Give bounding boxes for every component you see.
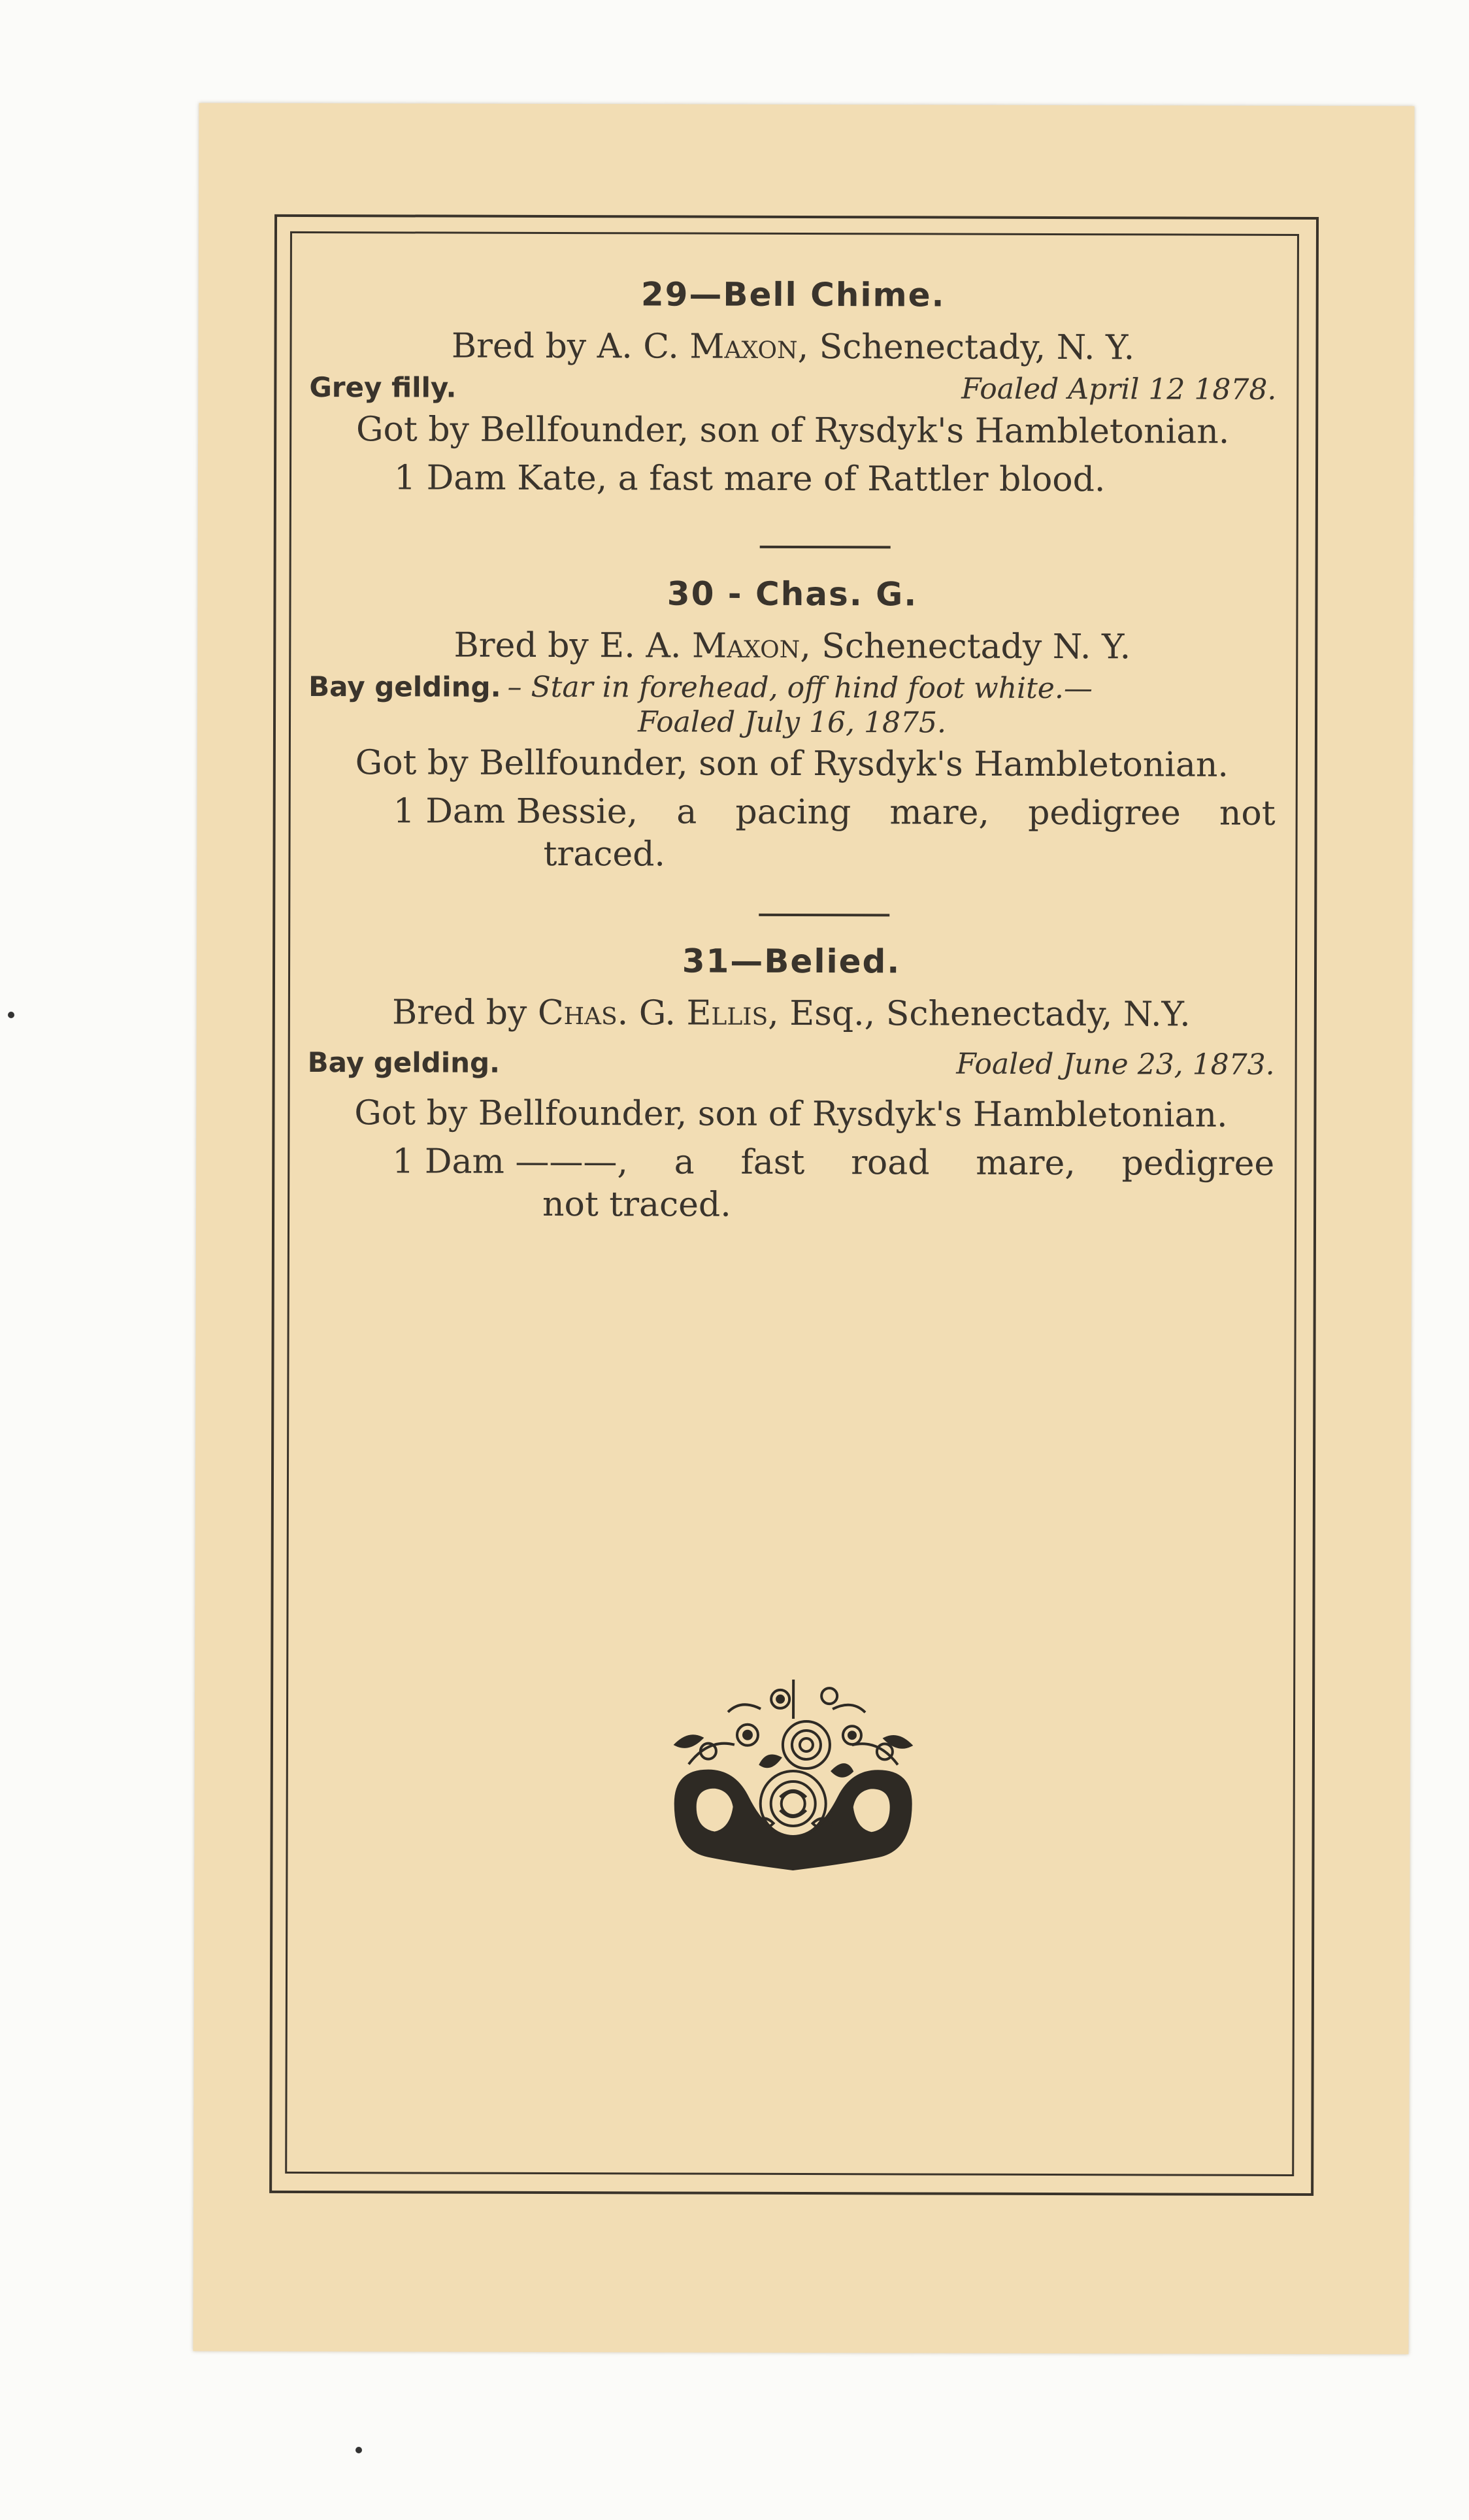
breeder-place: , Schenectady N. Y. xyxy=(800,626,1131,667)
entry-30 xyxy=(308,574,1276,874)
entry-heading: 29—Bell Chime. xyxy=(640,275,946,314)
horse-description: Grey filly. xyxy=(309,371,457,404)
breeder-place: , Esq., Schenectady, N.Y. xyxy=(768,993,1191,1035)
sire-line: Got by Bellfounder, son of Rysdyk's Hambletonian. xyxy=(355,743,1229,785)
dam-word: a xyxy=(674,1142,695,1182)
dam-word: fast xyxy=(740,1142,805,1183)
description-row xyxy=(308,669,1276,707)
dam-word: road xyxy=(851,1143,930,1183)
breeder-place: , Schenectady, N. Y. xyxy=(797,327,1135,368)
foaled-date: Foaled June 23, 1873. xyxy=(956,1047,1275,1082)
dam-word: pedigree xyxy=(1028,793,1181,833)
markings-note: – Star in forehead, off hind foot white.— xyxy=(507,670,1093,706)
breeder-name: Maxon xyxy=(689,327,798,367)
dam-word: 1 Dam Bessie, xyxy=(393,791,638,832)
dam-continuation: not traced. xyxy=(542,1184,731,1225)
dam-word: mare, xyxy=(889,793,990,833)
dam-word: 1 Dam ———, xyxy=(392,1142,629,1182)
section-rule xyxy=(760,546,891,549)
speck xyxy=(8,1012,14,1018)
foaled-date: Foaled April 12 1878. xyxy=(961,372,1277,406)
entry-heading: 31—Belied. xyxy=(682,942,901,981)
entry-31 xyxy=(307,941,1275,1225)
dam-word: not xyxy=(1219,793,1276,833)
breeder-prefix: Bred by E. A. xyxy=(454,625,693,666)
breeder-prefix: Bred by xyxy=(391,993,538,1033)
dam-word: mare, xyxy=(976,1143,1076,1184)
breeder-line xyxy=(308,621,1276,672)
description-row xyxy=(308,1036,1275,1091)
floral-basket-icon xyxy=(649,1672,937,1882)
foaled-date: Foaled July 16, 1875. xyxy=(637,705,947,740)
breeder-line xyxy=(308,988,1275,1039)
dam-word: a xyxy=(676,792,697,832)
entry-heading: 30 - Chas. G. xyxy=(667,574,918,614)
speck xyxy=(355,2447,362,2453)
horse-description: Bay gelding. xyxy=(308,671,501,703)
section-rule xyxy=(759,914,889,917)
dam-line xyxy=(308,787,1276,838)
breeder-prefix: Bred by A. C. xyxy=(451,326,690,367)
sire-line: Got by Bellfounder, son of Rysdyk's Hambletonian. xyxy=(355,410,1230,452)
catalog-page xyxy=(193,103,1415,2355)
dam-line: 1 Dam Kate, a fast mare of Rattler blood. xyxy=(393,458,1106,500)
horse-description: Bay gelding. xyxy=(307,1046,501,1079)
sire-line: Got by Bellfounder, son of Rysdyk's Hambletonian. xyxy=(354,1093,1228,1135)
breeder-name: Maxon xyxy=(691,626,801,666)
dam-continuation: traced. xyxy=(543,834,666,874)
dam-word: pedigree xyxy=(1121,1144,1275,1184)
breeder-name: Chas. G. Ellis xyxy=(537,993,768,1033)
dam-word: pacing xyxy=(735,792,851,833)
entry-29 xyxy=(309,274,1277,505)
dam-line xyxy=(307,1137,1274,1188)
breeder-line xyxy=(309,322,1276,373)
description-row xyxy=(309,370,1276,408)
